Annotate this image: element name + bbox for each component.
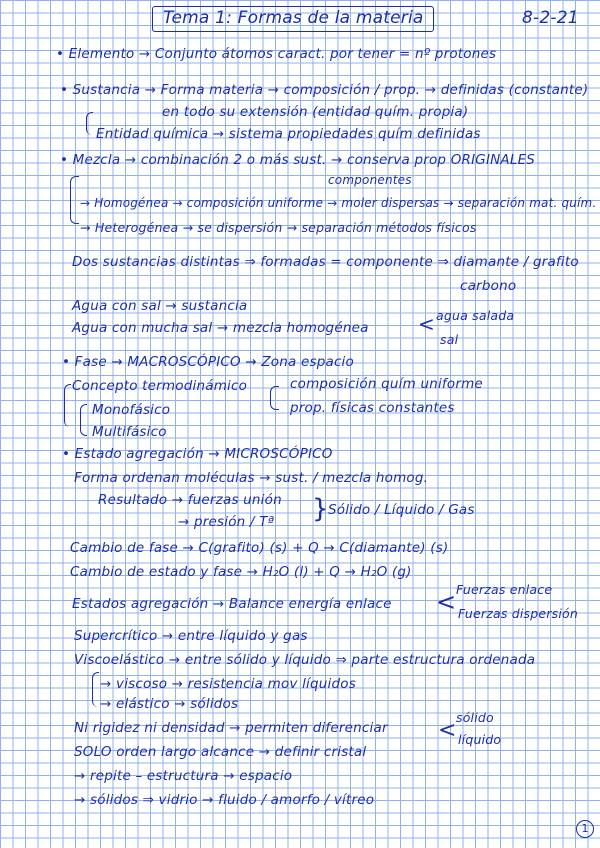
- brace-glyph: }: [312, 494, 329, 524]
- note-line: Cambio de estado y fase → H₂O (l) + Q → H₂O (g): [70, 564, 412, 580]
- note-line: Sólido / Líquido / Gas: [328, 502, 475, 518]
- note-line: • Fase → MACROSCÓPICO → Zona espacio: [62, 354, 354, 370]
- brace-glyph: <: [436, 588, 457, 616]
- note-line: Cambio de fase → C(grafito) (s) + Q → C(diamante) (s): [70, 540, 449, 556]
- bracket: [92, 672, 99, 707]
- note-line: Viscoelástico → entre sólido y líquido ⇒ parte estructura ordenada: [74, 652, 536, 668]
- note-line: Agua con sal → sustancia: [72, 298, 248, 314]
- note-line: • Elemento → Conjunto átomos caract. por tener = nº protones: [56, 46, 497, 62]
- note-line: • Sustancia → Forma materia → composición / prop. → definidas (constante): [60, 82, 589, 98]
- bracket: [270, 386, 279, 410]
- note-line: Multifásico: [92, 424, 167, 440]
- note-line: → elástico → sólidos: [100, 696, 239, 712]
- page-title: Tema 1: Formas de la materia: [163, 8, 424, 28]
- bracket: [70, 176, 79, 224]
- note-line: Estados agregación → Balance energía enlace: [72, 596, 392, 612]
- note-line: Monofásico: [92, 402, 171, 418]
- note-line: • Mezcla → combinación 2 o más sust. → conserva prop ORIGINALES: [60, 152, 536, 168]
- note-line: líquido: [458, 732, 502, 747]
- bracket: [86, 112, 93, 135]
- note-line: → repite – estructura → espacio: [74, 768, 293, 784]
- note-line: sal: [440, 332, 459, 347]
- note-line: Agua con mucha sal → mezcla homogénea: [72, 320, 369, 336]
- bracket: [64, 384, 71, 427]
- bracket: [80, 404, 87, 436]
- note-line: Ni rigidez ni densidad → permiten diferenciar: [74, 720, 388, 736]
- note-line: Forma ordenan moléculas → sust. / mezcla homog.: [74, 470, 429, 486]
- note-line: prop. físicas constantes: [290, 400, 455, 416]
- note-line: Resultado → fuerzas unión: [98, 492, 282, 508]
- note-line: componentes: [328, 173, 412, 187]
- note-line: carbono: [460, 278, 517, 294]
- note-line: Dos sustancias distintas ⇒ formadas = componente ⇒ diamante / grafito: [72, 254, 579, 270]
- note-line: Fuerzas enlace: [456, 582, 553, 597]
- note-line: en todo su extensión (entidad quím. propia): [162, 104, 469, 120]
- note-line: → Heterogénea → se dispersión → separación métodos físicos: [80, 220, 477, 235]
- note-line: Concepto termodinámico: [72, 378, 248, 394]
- note-line: Fuerzas dispersión: [458, 606, 578, 621]
- note-line: sólido: [456, 710, 494, 725]
- note-line: composición quím uniforme: [290, 376, 483, 392]
- note-line: agua salada: [436, 308, 515, 323]
- note-line: • Estado agregación → MICROSCÓPICO: [62, 446, 333, 462]
- note-line: SOLO orden largo alcance → definir cristal: [74, 744, 367, 760]
- brace-glyph: <: [418, 312, 435, 336]
- note-line: → sólidos ⇒ vidrio → fluido / amorfo / vítreo: [74, 792, 375, 808]
- note-line: Supercrítico → entre líquido y gas: [74, 628, 308, 644]
- note-line: → Homogénea → composición uniforme → moler dispersas → separación mat. quím.: [80, 196, 597, 210]
- note-line: Entidad química → sistema propiedades quím definidas: [96, 126, 481, 142]
- note-line: → viscoso → resistencia mov líquidos: [100, 676, 356, 692]
- note-line: → presión / Tª: [178, 514, 275, 530]
- page-date: 8-2-21: [522, 8, 579, 28]
- page-number: 1: [576, 820, 594, 838]
- brace-glyph: <: [438, 718, 457, 743]
